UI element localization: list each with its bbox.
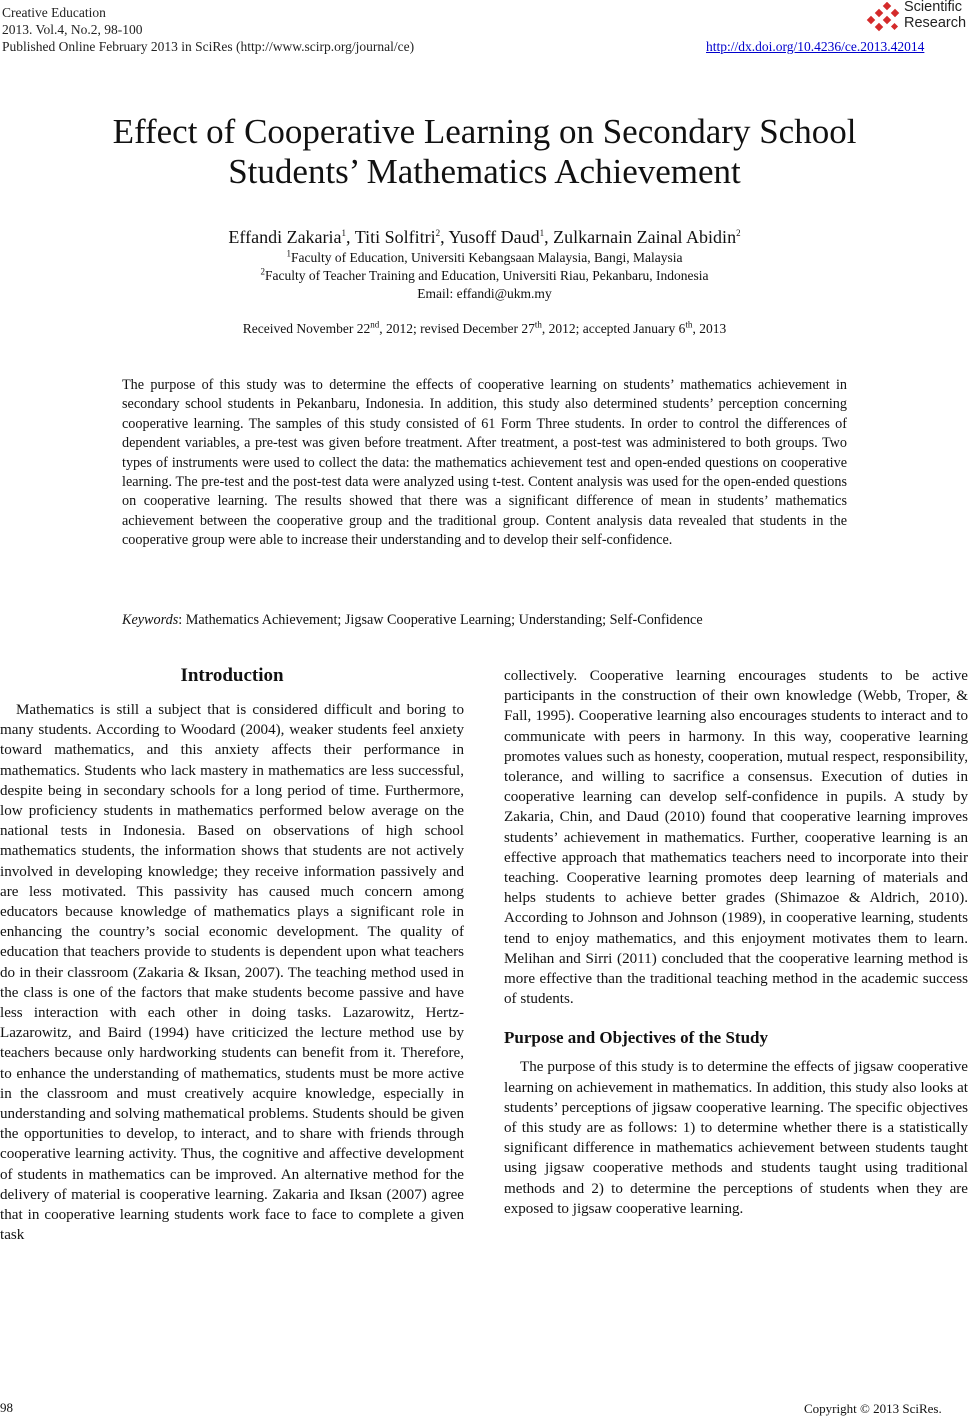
purpose-heading: Purpose and Objectives of the Study: [504, 1028, 768, 1048]
intro-paragraph: Mathematics is still a subject that is considered difficult and boring to many students. According to Woodard (2004), weaker students feel anxiety toward mathematics, and this anxiety affects their performance in mathematics. Students who lack mastery in mathematics are less successful, despite being in secondary schools for a long period of time. Furthermore, low proficiency students in mathematics performed below average on the national tests in Indonesia. Based on observations of high school mathematics students, the information shows that students are not actively involved in developing knowledge; they receive information passively and are less motivated. This passivity has caused much concern among educators because knowledge of mathematics plays a significant role in enhancing the country’s social economic development. The quality of education that teachers provide to students is dependent upon what teachers do in their classroom (Zakaria & Iksan, 2007). The teaching method used in the class is one of the factors that make students become passive and have less interaction with each other in doing tasks. Lazarowitz, Hertz-Lazarowitz, and Baird (1994) have criticized the lecture method use by teachers because only hardworking students can benefit from it. Therefore, to enhance the understanding of mathematics, students must be more active in the classroom and must creatively acquire knowledge, especially in understanding and solving mathematical problems. Students should be given the opportunities to develop, to interact, and to share with friends through cooperative learning activity. Thus, the cognitive and affective development of students in mathematics can be improved. An alternative method for the delivery of material is cooperative learning. Zakaria and Iksan (2007) agree that in cooperative learning students work face to face to complete a given task: [0, 702, 464, 1244]
author-sup: 2: [736, 228, 741, 238]
intro-paragraph-continued: collectively. Cooperative learning encourages students to be active participants in the construction of their own knowledge (Webb, Troper, & Fall, 1995). Cooperative learning also encourages students to interact and to communicate with peers in harmony. In this way, cooperative learning promotes values such as honesty, cooperation, mutual respect, responsibility, tolerance, and willing to sacrifice a consensus. Execution of duties in cooperative learning can develop self-confidence in pupils. A study by Zakaria, Chin, and Daud (2010) found that cooperative learning improves students’ achievement in mathematics. Further, cooperative learning is an effective approach that mathematics teachers need to incorporate into their teaching. Cooperative learning promotes deep learning of materials and helps students to achieve better grades (Shimazoe & Aldrich, 2010). According to Johnson and Johnson (1989), in cooperative learning, students tend to enjoy mathematics, and this enjoyment motivates them to learn. Melihan and Sirri (2011) concluded that the cooperative learning method is more effective than the traditional teaching method in the academic success of students.: [504, 668, 968, 1008]
year-part: , 2013: [692, 321, 727, 336]
volume-info: 2013. Vol.4, No.2, 98-100: [2, 22, 143, 37]
author-name: Yusoff Daud: [448, 227, 540, 247]
author-name: Zulkarnain Zainal Abidin: [553, 227, 737, 247]
affiliation-1: [40, 249, 929, 267]
author-name: Effandi Zakaria: [228, 227, 342, 247]
received-dates: [40, 320, 929, 338]
keywords: [122, 611, 847, 630]
published-info: Published Online February 2013 in SciRes (http://www.scirp.org/journal/ce): [2, 39, 415, 54]
abstract: The purpose of this study was to determine the effects of cooperative learning on students’ mathematics achievement in secondary school students in Pekanbaru, Indonesia. In addition, this study also determined students’ perception concerning cooperative learning. The samples of this study consisted of 61 Form Three students. In order to control the differences of dependent variables, a pre-test was given before treatment. After treatment, a post-test was administered to both groups. Two types of instruments were used to collect the data: the mathematics achievement test and open-ended questions on cooperative learning. The pre-test and the post-test data were analyzed using t-test. Content analysis was used for the open-ended questions on cooperative learning. The results showed that there was a significant difference of mean in students’ mathematics achievement between the cooperative group and the traditional group. Content analysis data revealed that students in the cooperative group were able to increase their understanding and to develop their self-confidence.: [122, 377, 847, 549]
affiliation-text: Faculty of Teacher Training and Education, Universiti Riau, Pekanbaru, Indonesia: [265, 268, 709, 283]
email: Email: effandi@ukm.my: [417, 286, 552, 301]
received-sup: nd: [370, 319, 380, 330]
revised-sup: th: [534, 319, 542, 330]
affiliation-2: [40, 267, 929, 285]
keywords-list: : Mathematics Achievement; Jigsaw Cooperative Learning; Understanding; Self-Confidence: [178, 612, 703, 628]
affiliation-text: Faculty of Education, Universiti Kebangsaan Malaysia, Bangi, Malaysia: [291, 250, 683, 265]
affiliation-sup: 1: [286, 248, 292, 259]
accepted-sup: th: [685, 319, 693, 330]
received-part: Received November 22: [242, 321, 371, 336]
logo-line-2: Research: [904, 14, 967, 31]
keywords-label: Keywords: [122, 612, 179, 628]
logo-text: [904, 0, 966, 31]
author-sup: 1: [539, 228, 545, 238]
journal-name: Creative Education: [2, 5, 106, 20]
copyright: Copyright © 2013 SciRes.: [804, 1401, 942, 1416]
author-name: Titi Solfitri: [354, 227, 436, 247]
affiliation-sup: 2: [260, 266, 266, 277]
purpose-paragraph: The purpose of this study is to determine the effects of jigsaw cooperative learning on achievement in mathematics. In addition, this study also looks at students’ perceptions of jigsaw cooperative learning. The specific objectives of this study are as follows: 1) to determine whether there is a statistically significant difference in mathematics achievement between students taught using jigsaw cooperative methods and students taught using traditional methods and 2) to determine the perceptions of students when they are exposed to jigsaw cooperative learning.: [504, 1059, 968, 1217]
accepted-part: , 2012; accepted January 6: [541, 321, 686, 336]
author-sup: 1: [341, 228, 347, 238]
doi-link[interactable]: http://dx.doi.org/10.4236/ce.2013.42014: [706, 39, 925, 54]
left-column: [0, 700, 464, 1245]
introduction-heading: Introduction: [180, 665, 284, 686]
right-column: [504, 666, 968, 1219]
revised-part: , 2012; revised December 27: [379, 321, 535, 336]
page-number: 98: [0, 1400, 13, 1415]
author-sup: 2: [435, 228, 441, 238]
logo-line-1: Scientific: [904, 0, 963, 15]
author-list: Effandi Zakaria$^1$, Titi Solfitri$^2$, Yusoff Daud$^1$, Zulkarnain Zainal Abidin$^2$: [228, 227, 741, 247]
paper-title: Effect of Cooperative Learning on Secondary School Students’ Mathematics Achievement: [112, 112, 857, 191]
